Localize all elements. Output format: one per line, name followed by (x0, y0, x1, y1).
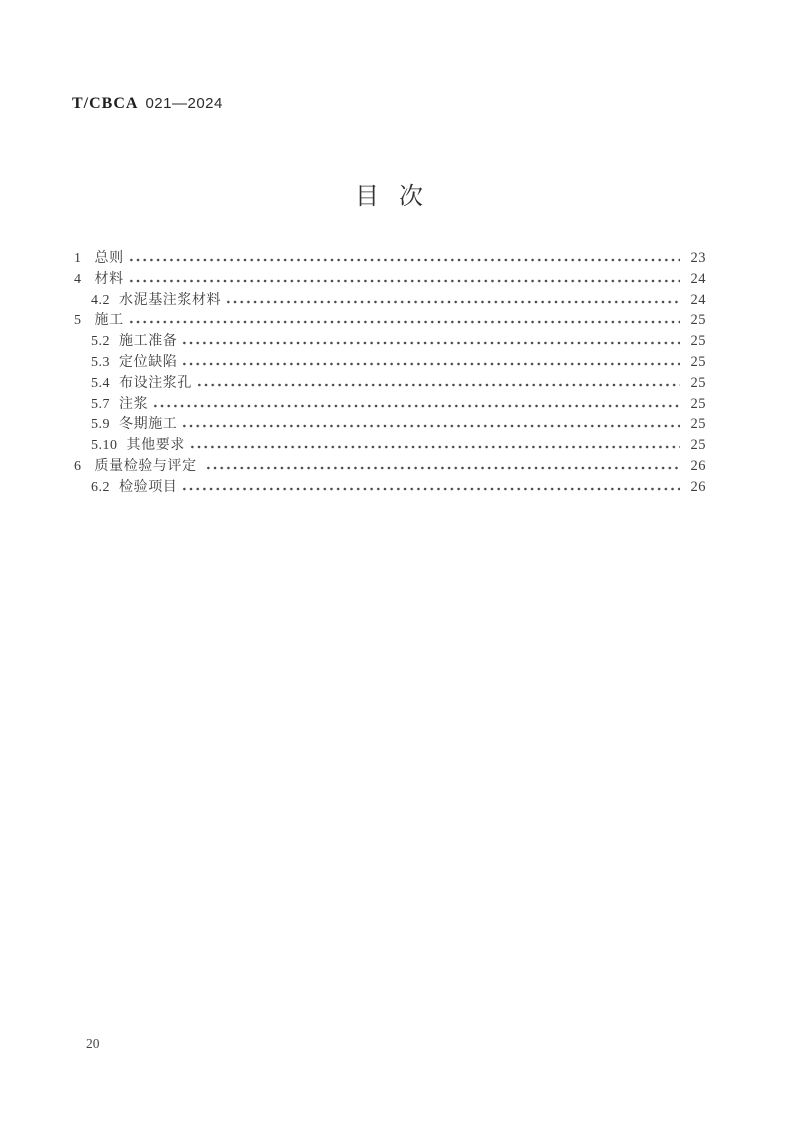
toc-entry-page: 25 (690, 416, 706, 433)
toc-entry-page: 25 (690, 437, 706, 454)
toc-entry-number: 4.2 (91, 292, 110, 308)
toc-entry-page: 25 (690, 333, 706, 350)
toc-leader-dots (181, 362, 680, 366)
toc-entry-label: 材料 (94, 271, 124, 287)
toc-entry-page: 26 (690, 478, 706, 495)
toc-entry (74, 414, 706, 435)
toc-entry (74, 456, 706, 477)
toc-entry (74, 310, 706, 331)
toc-leader-dots (128, 258, 680, 262)
standard-number: 021—2024 (145, 95, 223, 112)
toc-entry-number: 5.10 (91, 438, 118, 454)
toc-entry-number: 6.2 (91, 479, 110, 495)
toc-entry (74, 435, 706, 456)
toc-entry (74, 373, 706, 394)
toc-leader-dots (152, 404, 680, 408)
toc-entry-page: 25 (690, 395, 706, 412)
toc-entry-label: 水泥基注浆材料 (119, 292, 222, 308)
toc-entry-number: 6 (74, 458, 82, 474)
toc-entry-page: 26 (690, 457, 706, 474)
toc-entry-label: 施工准备 (119, 334, 178, 350)
toc-leader-dots (128, 279, 680, 283)
toc-entry (74, 352, 706, 373)
toc-entry (74, 290, 706, 311)
toc-leader-dots (181, 341, 680, 345)
toc-entry-label: 冬期施工 (119, 417, 178, 433)
toc-entry-page: 25 (690, 374, 706, 391)
toc-entry (74, 477, 706, 498)
toc-leader-dots (196, 383, 680, 387)
toc-entry (74, 248, 706, 269)
toc-entry-page: 24 (690, 270, 706, 287)
toc-entry-label: 定位缺陷 (119, 354, 178, 370)
document-header (72, 95, 223, 113)
toc-leader-dots (181, 487, 680, 491)
toc-entry (74, 269, 706, 290)
toc-entry (74, 394, 706, 415)
toc-entry-label: 其他要求 (126, 438, 185, 454)
toc-entry-number: 5.4 (91, 375, 110, 391)
toc-entry-label: 检验项目 (119, 479, 178, 495)
toc-entry-label: 质量检验与评定 (94, 458, 201, 474)
toc-entry-page: 25 (690, 312, 706, 329)
toc-entry-label: 注浆 (119, 396, 149, 412)
footer-page-number: 20 (86, 1036, 100, 1051)
toc-entry (74, 331, 706, 352)
toc-entry-page: 25 (690, 353, 706, 370)
toc-entry-label: 布设注浆孔 (119, 375, 192, 391)
toc-leader-dots (189, 445, 680, 449)
toc-entry-number: 5.2 (91, 334, 110, 350)
standard-code: T/CBCA (72, 95, 139, 112)
toc-leader-dots (205, 466, 680, 470)
toc-entry-number: 4 (74, 271, 82, 287)
toc-entry-number: 5.9 (91, 417, 110, 433)
toc-entry-number: 5 (74, 313, 82, 329)
toc-entry-label: 总则 (94, 251, 124, 266)
page-title: 目 次 (355, 184, 423, 210)
toc-entry-label: 施工 (94, 313, 124, 329)
toc-leader-dots (181, 424, 680, 428)
toc-entry-number: 1 (74, 251, 82, 266)
toc-entry-number: 5.3 (91, 354, 110, 370)
toc-entry-number: 5.7 (91, 396, 110, 412)
toc-entry-page: 24 (690, 291, 706, 308)
toc-leader-dots (225, 300, 680, 304)
toc-entry-page: 23 (690, 250, 706, 266)
toc-leader-dots (128, 320, 680, 324)
toc-list (74, 248, 706, 498)
